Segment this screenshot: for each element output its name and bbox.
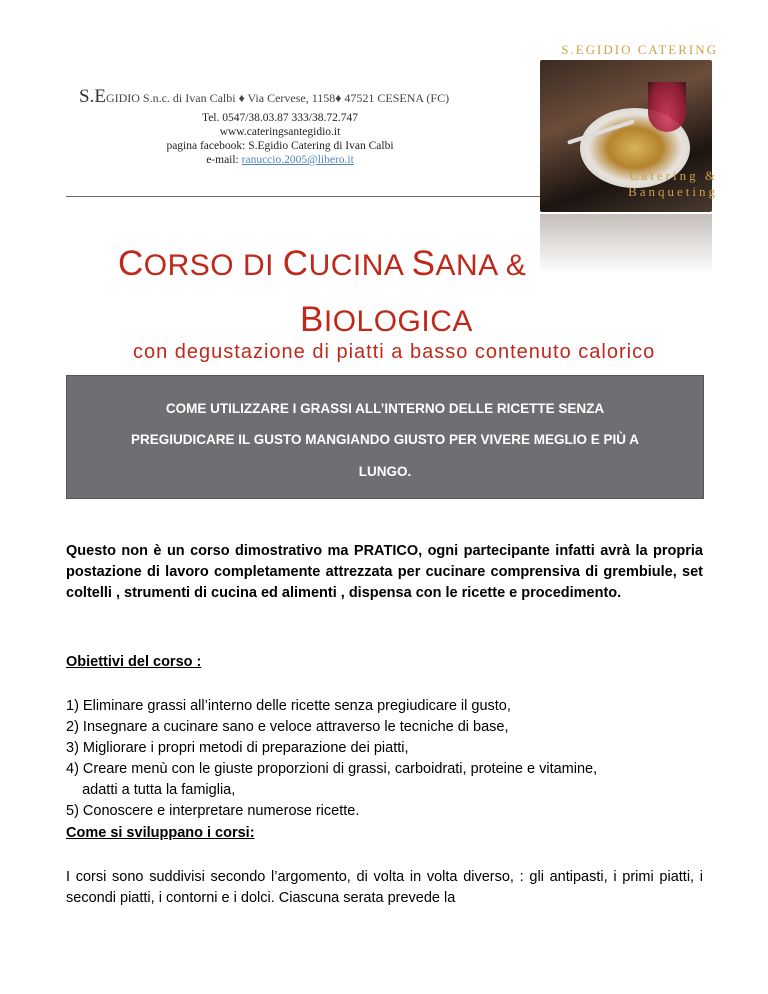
development-paragraph: I corsi sono suddivisi secondo l’argomento, di volta in volta diverso, : gli antipasti, i primi piatti, i secondi piatti, i contorni e i dolci. Ciascuna serata prevede la — [66, 869, 703, 906]
website-line: www.cateringsantegidio.it — [219, 126, 341, 138]
title-word: ORSO DI — [143, 249, 283, 282]
list-item: 1) Eliminare grassi all’interno delle ricette senza pregiudicare il gusto, — [66, 698, 511, 714]
email-label: e-mail: — [206, 154, 242, 166]
development-heading: Come si sviluppano i corsi: — [66, 825, 255, 841]
banner-line-1: COME UTILIZZARE I GRASSI ALL’INTERNO DELLE RICETTE SENZA — [165, 401, 605, 416]
list-item: 4) Creare menù con le giuste proporzioni di grassi, carboidrati, proteine e vitamine, — [66, 761, 598, 777]
objectives-heading: Obiettivi del corso : — [66, 654, 202, 670]
title-word: ANA & — [435, 249, 527, 282]
list-item: 2) Insegnare a cucinare sano e veloce attraverso le tecniche di base, — [66, 719, 509, 735]
page-subtitle: con degustazione di piatti a basso contenuto calorico — [133, 341, 656, 363]
catering-logo — [534, 42, 718, 272]
list-item: 3) Migliorare i propri metodi di preparazione dei piatti, — [66, 740, 409, 756]
title-line-1 — [118, 244, 526, 284]
title-word: IOLOGICA — [323, 305, 473, 338]
list-item: 5) Conoscere e interpretare numerose ricette. — [66, 803, 360, 819]
title-cap: C — [282, 244, 309, 283]
company-address: GIDIO S.n.c. di Ivan Calbi ♦ Via Cervese, 1158♦ 47521 CESENA (FC) — [105, 91, 450, 105]
title-line-2 — [300, 300, 473, 340]
intro-paragraph: Questo non è un corso dimostrativo ma PRATICO, ogni partecipante infatti avrà la propria postazione di lavoro completamente attrezzata per cucinare comprensiva di grembiule, set coltelli , strumenti di cucina ed alimenti , dispensa con le ricette e procedimento. — [66, 543, 703, 601]
brand-initial-e: E — [94, 86, 106, 107]
phone-line: Tel. 0547/38.03.87 333/38.72.747 — [201, 112, 359, 124]
banner-line-3: LUNGO. — [358, 464, 412, 479]
objectives-list — [66, 696, 703, 822]
title-cap: C — [118, 244, 144, 283]
brand-initial-s: S. — [79, 86, 95, 107]
email-line — [0, 153, 560, 167]
list-item: adatti a tutta la famiglia, — [66, 782, 236, 798]
facebook-line: pagina facebook: S.Egidio Catering di Ivan Calbi — [166, 140, 394, 152]
email-link[interactable]: ranuccio.2005@libero.it — [241, 154, 354, 166]
logo-reflection — [540, 214, 712, 272]
title-word: UCINA — [308, 249, 412, 282]
title-cap: B — [300, 300, 324, 339]
wine-glass-icon — [648, 82, 686, 132]
logo-title: S.EGIDIO CATERING — [561, 42, 718, 57]
logo-subtitle: Catering & Banqueting — [628, 168, 718, 199]
title-cap: S — [411, 244, 436, 283]
highlight-banner — [66, 375, 704, 499]
company-line — [79, 86, 449, 108]
banner-line-2: PREGIUDICARE IL GUSTO MANGIANDO GIUSTO PER VIVERE MEGLIO E PIÙ A — [130, 432, 640, 447]
